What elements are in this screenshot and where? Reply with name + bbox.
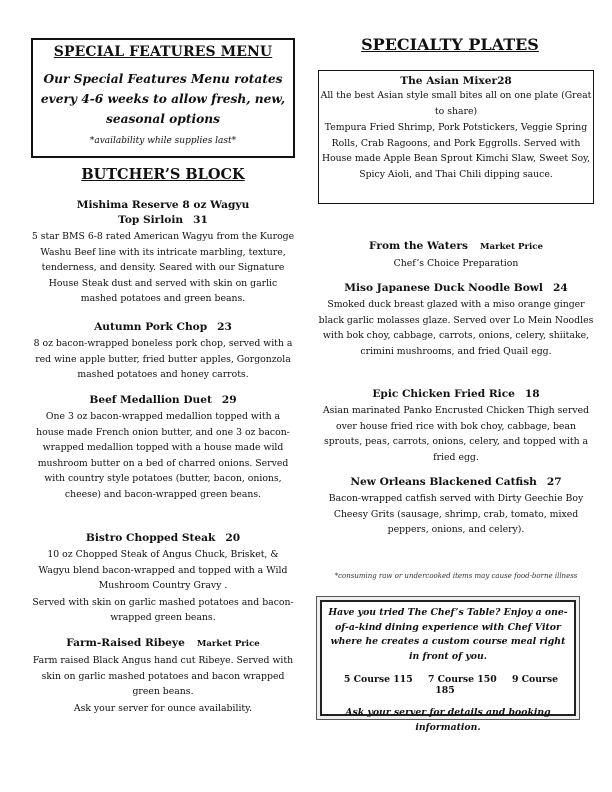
chefs-table-pitch: Have you tried The Chef’s Table? Enjoy a one-of-a-kind dining experience with Chef Vitor where he creates a custom course meal right in front of you.	[328, 607, 568, 662]
menu-item-chicken-fried-rice	[318, 387, 594, 465]
special-features-box	[31, 38, 295, 158]
menu-item-blackened-catfish	[318, 475, 594, 538]
item-price: Market Price	[479, 242, 543, 252]
chefs-table-ask: Ask your server for details and booking information.	[345, 707, 551, 733]
course-options	[328, 674, 568, 696]
item-name: Bistro Chopped Steak 20	[85, 532, 241, 544]
item-name: Beef Medallion Duet 29	[89, 394, 237, 406]
menu-item-beef-medallion	[31, 393, 295, 503]
menu-item-from-the-waters	[318, 239, 594, 272]
asian-mixer-box	[318, 70, 594, 204]
item-price: 27	[546, 476, 562, 488]
menu-item-duck-noodle-bowl	[318, 281, 594, 359]
course-option: 9 Course 185	[435, 674, 559, 696]
item-name: Miso Japanese Duck Noodle Bowl 24	[344, 282, 568, 294]
food-safety-disclaimer: *consuming raw or undercooked items may cause food-borne illness	[334, 572, 578, 580]
item-description: All the best Asian style small bites all on one plate (Great to share)	[320, 90, 592, 117]
item-description-2: Tempura Fried Shrimp, Pork Potstickers, Veggie Spring Rolls, Crab Ragoons, and Pork Eggrolls. Served with House made Apple Bean Sprout Kimchi Slaw, Sweet Soy, Spicy Aioli, and Thai Chili dipping sauce.	[321, 122, 591, 180]
item-name: Mishima Reserve 8 oz Wagyu Top Sirloin 31	[76, 199, 250, 226]
item-description-2: Ask your server for ounce availability.	[73, 702, 253, 714]
menu-item-wagyu	[31, 198, 295, 307]
item-description: One 3 oz bacon-wrapped medallion topped with a house made French onion butter, and one 3 oz bacon-wrapped medallion topped with a house made wild mushroom butter on a bed of charred onions. Served with country style potatoes (butter, bacon, onions, cheese) and bacon-wrapped green beans.	[36, 411, 290, 500]
item-name: From the Waters Market Price	[369, 240, 543, 252]
menu-item-ribeye	[31, 636, 295, 716]
special-features-title: SPECIAL FEATURES MENU	[53, 44, 273, 60]
availability-note: *availability while supplies last*	[89, 136, 237, 146]
menu-item-chopped-steak	[31, 531, 295, 626]
item-name: Farm-Raised Ribeye Market Price	[66, 637, 260, 649]
item-description: Asian marinated Panko Encrusted Chicken Thigh served over house fried rice with bok choy, cabbage, bean sprouts, peas, carrots, onions, celery, and topped with a fried egg.	[322, 405, 590, 463]
item-price: 24	[552, 282, 568, 294]
item-description: 10 oz Chopped Steak of Angus Chuck, Brisket, & Wagyu blend bacon-wrapped and topped with a Wild Mushroom Country Gravy .	[38, 549, 288, 592]
item-description: Smoked duck breast glazed with a miso orange ginger black garlic molasses glaze. Served over Lo Mein Noodles with bok choy, cabbage, carrots, onions, celery, shiitake, crimini mushrooms, and fried Quail egg.	[318, 299, 594, 357]
item-price: 29	[221, 394, 237, 406]
specialty-plates-title: SPECIALTY PLATES	[361, 35, 539, 54]
item-price: Market Price	[196, 639, 260, 649]
special-features-subtitle: Our Special Features Menu rotates every 4-6 weeks to allow fresh, new, seasonal options	[40, 72, 286, 126]
item-price: 28	[497, 75, 512, 87]
item-name: The Asian Mixer28	[400, 75, 512, 87]
item-description: 5 star BMS 6-8 rated American Wagyu from the Kuroge Washu Beef line with its intricate marbling, texture, tenderness, and density. Seared with our Signature House Steak dust and served with skin on garlic mashed potatoes and green beans.	[31, 231, 295, 305]
menu-item-pork-chop	[31, 320, 295, 383]
butchers-block-title: BUTCHER’S BLOCK	[81, 166, 245, 183]
item-name: Autumn Pork Chop 23	[94, 321, 232, 333]
item-description: 8 oz bacon-wrapped boneless pork chop, served with a red wine apple butter, fried butter apples, Gorgonzola mashed potatoes and honey carrots.	[33, 338, 293, 381]
item-price: 23	[217, 321, 232, 333]
course-option: 7 Course 150	[427, 674, 497, 685]
chefs-table-box	[316, 596, 580, 733]
item-description: Chef’s Choice Preparation	[393, 258, 519, 269]
item-price: 20	[225, 532, 241, 544]
item-description: Bacon-wrapped catfish served with Dirty Geechie Boy Cheesy Grits (sausage, shrimp, crab, tomato, mixed peppers, onions, and celery).	[328, 493, 584, 536]
item-price: 18	[524, 388, 540, 400]
item-name: New Orleans Blackened Catfish 27	[350, 476, 562, 488]
item-description-2: Served with skin on garlic mashed potatoes and bacon-wrapped green beans.	[32, 596, 294, 624]
course-option: 5 Course 115	[343, 674, 413, 685]
item-price: 31	[193, 214, 208, 226]
chefs-table-inner	[320, 600, 576, 733]
item-description: Farm raised Black Angus hand cut Ribeye. Served with skin on garlic mashed potatoes and bacon wrapped green beans.	[32, 655, 294, 698]
item-name: Epic Chicken Fried Rice 18	[372, 388, 540, 400]
